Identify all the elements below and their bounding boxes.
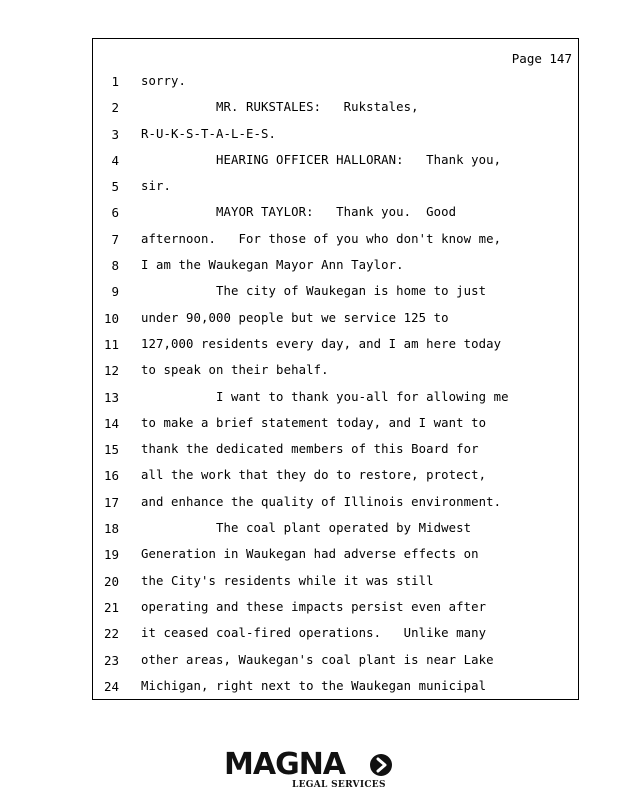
transcript-line [93, 647, 578, 673]
line-text: MR. RUKSTALES: Rukstales, [141, 100, 419, 115]
transcript-line [93, 305, 578, 331]
line-number: 14 [103, 415, 119, 431]
line-number: 5 [111, 179, 119, 195]
line-number: 12 [103, 363, 119, 379]
line-text: other areas, Waukegan's coal plant is near Lake [141, 652, 494, 667]
line-text: to make a brief statement today, and I want to [141, 415, 487, 430]
transcript-line [93, 94, 578, 120]
line-text: I want to thank you-all for allowing me [141, 389, 509, 404]
line-text: The city of Waukegan is home to just [141, 284, 487, 299]
line-number: 11 [103, 336, 119, 352]
line-text: thank the dedicated members of this Board for [141, 442, 479, 457]
transcript-line [93, 489, 578, 515]
line-number: 8 [111, 258, 119, 274]
line-number: 2 [111, 100, 119, 116]
line-number: 18 [103, 521, 119, 537]
transcript-line [93, 384, 578, 410]
transcript-line [93, 620, 578, 646]
transcript-lines [93, 68, 578, 699]
line-number: 4 [111, 152, 119, 168]
transcript-line [93, 410, 578, 436]
logo-wordmark: MAGNA [224, 747, 346, 782]
line-text: sir. [141, 179, 172, 194]
line-number: 1 [111, 74, 119, 89]
logo-subtitle: LEGAL SERVICES [292, 780, 386, 790]
transcript-line [93, 173, 578, 199]
line-text: the City's residents while it was still [141, 573, 434, 588]
transcript-line [93, 331, 578, 357]
transcript-line [93, 673, 578, 699]
line-text: R-U-K-S-T-A-L-E-S. [141, 126, 277, 141]
transcript-line [93, 515, 578, 541]
transcript-line [93, 278, 578, 304]
transcript-line [93, 594, 578, 620]
line-text: The coal plant operated by Midwest [141, 521, 472, 536]
line-number: 9 [111, 284, 119, 300]
line-number: 24 [103, 678, 119, 694]
transcript-line [93, 147, 578, 173]
line-text: I am the Waukegan Mayor Ann Taylor. [141, 258, 404, 273]
transcript-line [93, 462, 578, 488]
transcript-line [93, 226, 578, 252]
line-text: MAYOR TAYLOR: Thank you. Good [141, 205, 457, 220]
magna-logo [224, 748, 394, 794]
line-text: Michigan, right next to the Waukegan municipal [141, 678, 487, 693]
line-number: 3 [111, 126, 119, 142]
transcript-line [93, 252, 578, 278]
line-number: 21 [103, 599, 119, 615]
line-text: under 90,000 people but we service 125 to [141, 310, 449, 325]
line-number: 10 [103, 310, 119, 326]
transcript-line [93, 121, 578, 147]
transcript-line [93, 436, 578, 462]
line-number: 16 [103, 468, 119, 484]
line-number: 13 [103, 389, 119, 405]
line-text: Generation in Waukegan had adverse effects on [141, 547, 479, 562]
line-text: and enhance the quality of Illinois environment. [141, 494, 502, 509]
line-text: it ceased coal-fired operations. Unlike many [141, 626, 487, 641]
transcript-line [93, 568, 578, 594]
line-text: operating and these impacts persist even after [141, 599, 487, 614]
chevron-right-icon [370, 754, 392, 776]
transcript-line [93, 68, 578, 94]
line-number: 17 [103, 494, 119, 510]
line-text: to speak on their behalf. [141, 363, 329, 378]
line-text: afternoon. For those of you who don't know me, [141, 231, 502, 246]
line-text: 127,000 residents every day, and I am here today [141, 336, 502, 351]
line-number: 7 [111, 231, 119, 247]
page-number: Page 147 [511, 51, 572, 66]
transcript-line [93, 357, 578, 383]
line-text: HEARING OFFICER HALLORAN: Thank you, [141, 152, 502, 167]
transcript-page [92, 38, 579, 700]
line-number: 6 [111, 205, 119, 221]
line-text: all the work that they do to restore, protect, [141, 468, 487, 483]
line-number: 19 [103, 547, 119, 563]
line-number: 15 [103, 442, 119, 458]
transcript-line [93, 199, 578, 225]
line-number: 20 [103, 573, 119, 589]
transcript-line [93, 541, 578, 567]
line-text: sorry. [141, 74, 187, 88]
line-number: 22 [103, 626, 119, 642]
line-number: 23 [103, 652, 119, 668]
